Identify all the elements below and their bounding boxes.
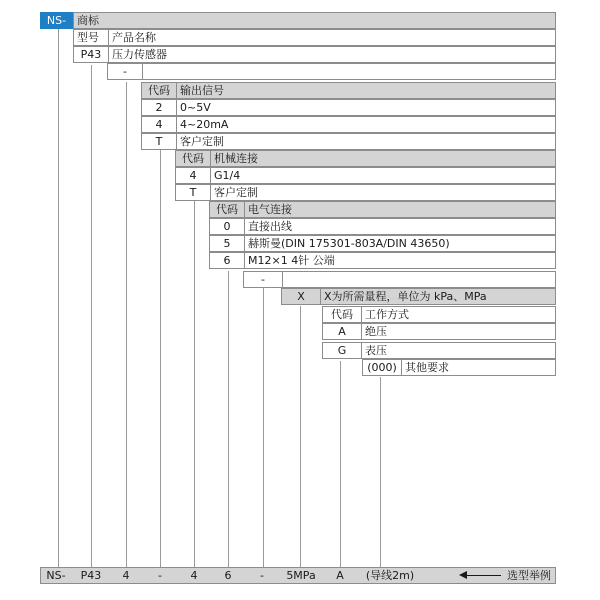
separator: - bbox=[261, 273, 265, 286]
code-label: 代码 bbox=[216, 203, 238, 216]
selection-example-row bbox=[40, 567, 556, 584]
model-column-label: 型号 bbox=[77, 31, 99, 44]
option-label: G1/4 bbox=[214, 169, 241, 182]
code-value: 0 bbox=[223, 220, 231, 233]
code-value: 6 bbox=[223, 254, 231, 267]
example-item: P43 bbox=[80, 569, 102, 582]
output-signal-title: 输出信号 bbox=[180, 84, 224, 97]
option-label: M12×1 4针 公端 bbox=[248, 254, 335, 267]
option-label: 直接出线 bbox=[248, 220, 292, 233]
separator: - bbox=[123, 65, 127, 78]
model-value-row bbox=[73, 46, 556, 63]
table-row bbox=[322, 323, 556, 340]
example-item: - bbox=[260, 569, 264, 582]
example-item: 4 bbox=[122, 569, 130, 582]
code-value: T bbox=[189, 186, 197, 199]
table-row bbox=[209, 252, 556, 269]
other-requirements-row bbox=[362, 359, 556, 376]
table-row bbox=[175, 184, 556, 201]
name-column-label: 产品名称 bbox=[112, 31, 156, 44]
code-value: 4 bbox=[155, 118, 163, 131]
electrical-header bbox=[209, 201, 556, 218]
table-row bbox=[141, 116, 556, 133]
mechanical-header bbox=[175, 150, 556, 167]
product-name-value: 压力传感器 bbox=[112, 48, 167, 61]
code-value: 2 bbox=[155, 101, 163, 114]
code-value: 5 bbox=[223, 237, 231, 250]
option-label: 0~5V bbox=[180, 101, 211, 114]
table-row bbox=[209, 235, 556, 252]
table-row bbox=[209, 218, 556, 235]
connector-line bbox=[340, 361, 341, 567]
range-code: X bbox=[297, 290, 305, 303]
example-item: 4 bbox=[190, 569, 198, 582]
code-value: A bbox=[338, 325, 346, 338]
mechanical-title: 机械连接 bbox=[214, 152, 258, 165]
example-item: 5MPa bbox=[286, 569, 316, 582]
example-item: (导线2m) bbox=[365, 569, 415, 582]
example-item: A bbox=[336, 569, 344, 582]
example-item: NS- bbox=[46, 569, 66, 582]
connector-line bbox=[160, 150, 161, 567]
code-value: 4 bbox=[189, 169, 197, 182]
code-label: 代码 bbox=[331, 308, 353, 321]
model-separator-row bbox=[107, 63, 556, 80]
connector-line bbox=[300, 306, 301, 567]
example-label: 选型举例 bbox=[507, 569, 551, 582]
electrical-title: 电气连接 bbox=[248, 203, 292, 216]
brand-prefix: NS- bbox=[40, 12, 73, 29]
work-mode-title: 工作方式 bbox=[365, 308, 409, 321]
table-row bbox=[175, 167, 556, 184]
example-item: - bbox=[158, 569, 162, 582]
option-label: 4~20mA bbox=[180, 118, 229, 131]
range-row bbox=[281, 288, 556, 305]
table-row bbox=[322, 342, 556, 359]
option-label: 客户定制 bbox=[180, 135, 224, 148]
connector-line bbox=[194, 201, 195, 567]
connector-line bbox=[263, 288, 264, 567]
table-row bbox=[141, 99, 556, 116]
connector-line bbox=[58, 29, 59, 567]
electrical-separator-row bbox=[243, 271, 556, 288]
table-row bbox=[141, 133, 556, 150]
option-label: 表压 bbox=[365, 344, 387, 357]
other-code: (000) bbox=[367, 361, 397, 374]
work-mode-header bbox=[322, 306, 556, 323]
other-label: 其他要求 bbox=[405, 361, 449, 374]
code-value: G bbox=[337, 344, 347, 357]
header-title: 商标 bbox=[77, 14, 99, 27]
connector-line bbox=[380, 377, 381, 567]
range-description: X为所需量程，单位为 kPa、MPa bbox=[324, 290, 487, 303]
code-label: 代码 bbox=[148, 84, 170, 97]
example-item: 6 bbox=[224, 569, 232, 582]
model-header-row bbox=[73, 29, 556, 46]
option-label: 客户定制 bbox=[214, 186, 258, 199]
model-value: P43 bbox=[80, 48, 102, 61]
option-label: 绝压 bbox=[365, 325, 387, 338]
code-value: T bbox=[155, 135, 163, 148]
option-label: 赫斯曼(DIN 175301-803A/DIN 43650) bbox=[248, 237, 450, 250]
connector-line bbox=[228, 271, 229, 567]
output-signal-header bbox=[141, 82, 556, 99]
code-label: 代码 bbox=[182, 152, 204, 165]
header-row bbox=[73, 12, 556, 29]
connector-line bbox=[91, 65, 92, 567]
connector-line bbox=[126, 82, 127, 567]
